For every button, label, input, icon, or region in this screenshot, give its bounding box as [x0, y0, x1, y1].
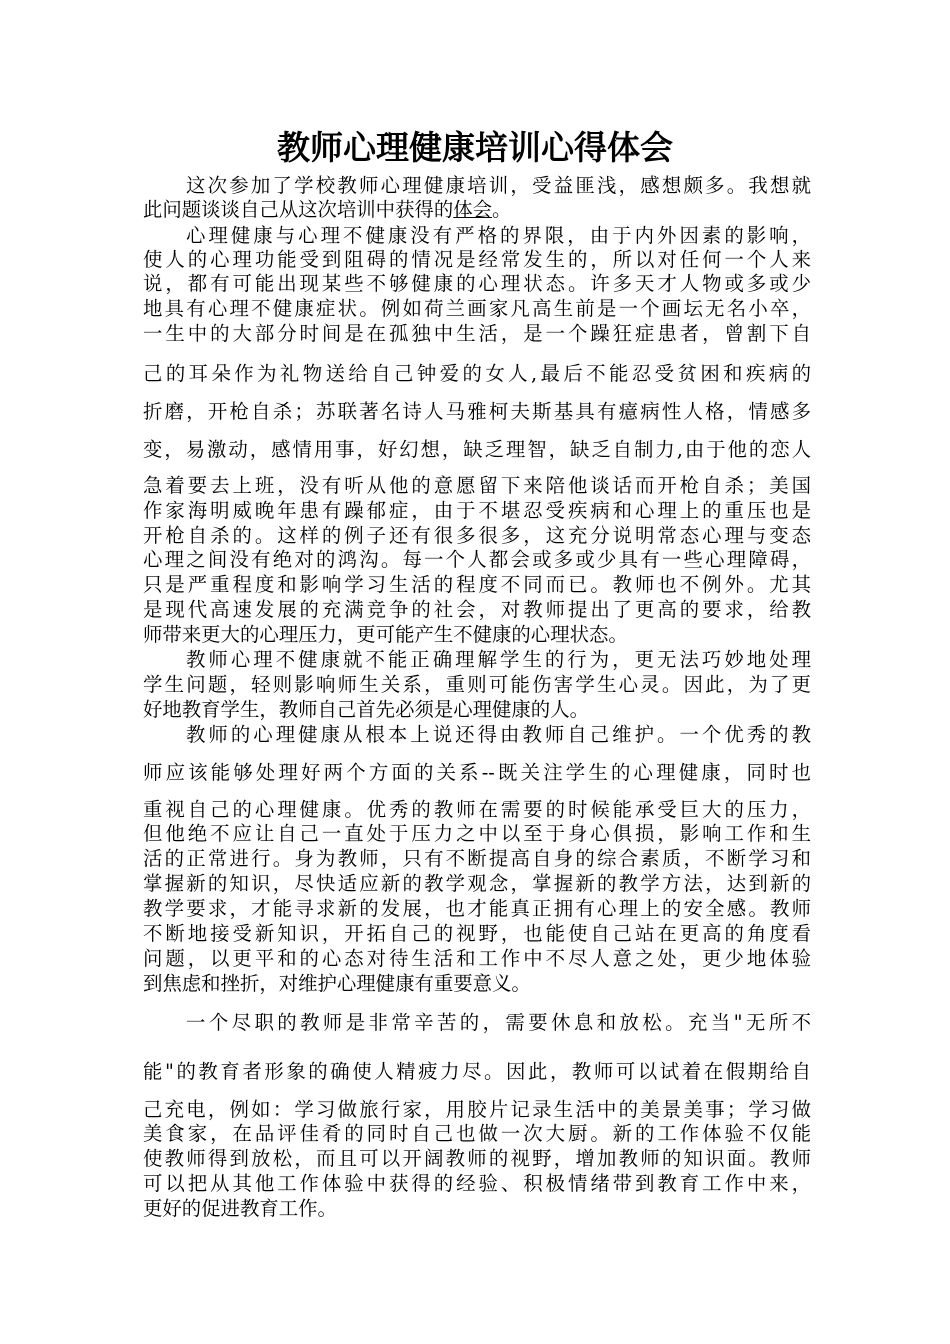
text-line: 可以把从其他工作体验中获得的经验、积极情绪带到教育工作中来，	[143, 1172, 811, 1195]
text-run: 此问题谈谈自己从这次培训中获得的	[143, 198, 454, 221]
text-line: 教师的心理健康从根本上说还得由教师自己维护。一个优秀的教	[186, 723, 811, 746]
text-line: 使教师得到放松，而且可以开阔教师的视野，增加教师的知识面。教师	[143, 1147, 811, 1170]
text-line: 心理健康与心理不健康没有严格的界限，由于内外因素的影响，	[186, 224, 811, 247]
text-line: 是现代高速发展的充满竞争的社会，对教师提出了更高的要求，给教	[143, 598, 811, 621]
text-line: 说，都有可能出现某些不够健康的心理状态。许多天才人物或多或少	[143, 272, 811, 295]
text-line: 到焦虑和挫折，对维护心理健康有重要意义。	[143, 972, 531, 995]
text-line: 不断地接受新知识，开拓自己的视野，也能使自己站在更高的角度看	[143, 922, 811, 945]
text-line: 能"的教育者形象的确使人精疲力尽。因此，教师可以试着在假期给自	[143, 1060, 811, 1083]
text-line: 这次参加了学校教师心理健康培训，受益匪浅，感想颇多。我想就	[186, 174, 811, 197]
text-line: 美食家，在品评佳肴的同时自己也做一次大厨。新的工作体验不仅能	[143, 1122, 811, 1145]
text-line: 地具有心理不健康症状。例如荷兰画家凡高生前是一个画坛无名小卒，	[143, 297, 811, 320]
text-line: 教师心理不健康就不能正确理解学生的行为，更无法巧妙地处理	[186, 648, 811, 671]
text-line: 只是严重程度和影响学习生活的程度不同而已。教师也不例外。尤其	[143, 573, 811, 596]
text-line: 作家海明威晚年患有躁郁症，由于不堪忍受疾病和心理上的重压也是	[143, 499, 811, 522]
text-line: 心理之间没有绝对的鸿沟。每一个人都会或多或少具有一些心理障碍，	[143, 548, 811, 571]
text-line: 活的正常进行。身为教师，只有不断提高自身的综合素质，不断学习和	[143, 847, 811, 870]
text-line: 一个尽职的教师是非常辛苦的，需要休息和放松。充当"无所不	[186, 1011, 811, 1034]
text-line: 己充电，例如：学习做旅行家，用胶片记录生活中的美景美事；学习做	[143, 1098, 811, 1121]
text-line: 开枪自杀的。这样的例子还有很多很多，这充分说明常态心理与变态	[143, 524, 811, 547]
text-line: 问题，以更平和的心态对待生活和工作中不尽人意之处，更少地体验	[143, 947, 811, 970]
text-line: 好地教育学生，教师自己首先必须是心理健康的人。	[143, 698, 589, 721]
text-line: 教学要求，才能寻求新的发展，也才能真正拥有心理上的安全感。教师	[143, 897, 811, 920]
text-line: 急着要去上班，没有听从他的意愿留下来陪他谈话而开枪自杀；美国	[143, 474, 811, 497]
text-line: 使人的心理功能受到阻碍的情况是经常发生的，所以对任何一个人来	[143, 248, 811, 271]
text-line: 变，易激动，感情用事，好幻想，缺乏理智，缺乏自制力,由于他的恋人	[143, 438, 811, 461]
text-line: 师带来更大的心理压力，更可能产生不健康的心理状态。	[143, 623, 628, 646]
text-line: 己的耳朵作为礼物送给自己钟爱的女人,最后不能忍受贫困和疾病的	[143, 362, 811, 385]
text-line: 更好的促进教育工作。	[143, 1197, 337, 1220]
text-line: 一生中的大部分时间是在孤独中生活，是一个躁狂症患者，曾割下自	[143, 322, 811, 345]
text-line: 师应该能够处理好两个方面的关系--既关注学生的心理健康，同时也	[143, 761, 811, 784]
text-line: 学生问题，轻则影响师生关系，重则可能伤害学生心灵。因此，为了更	[143, 673, 811, 696]
underlined-text: 体会	[453, 198, 493, 221]
text-line: 重视自己的心理健康。优秀的教师在需要的时候能承受巨大的压力，	[143, 798, 811, 821]
text-line	[143, 196, 811, 224]
text-line: 折磨，开枪自杀；苏联著名诗人马雅柯夫斯基具有癔病性人格，情感多	[143, 400, 811, 423]
text-run: 。	[492, 198, 512, 221]
document-title: 教师心理健康培训心得体会	[277, 128, 673, 167]
text-line: 掌握新的知识，尽快适应新的教学观念，掌握新的教学方法，达到新的	[143, 872, 811, 895]
text-line: 但他绝不应让自己一直处于压力之中以至于身心俱损，影响工作和生	[143, 822, 811, 845]
